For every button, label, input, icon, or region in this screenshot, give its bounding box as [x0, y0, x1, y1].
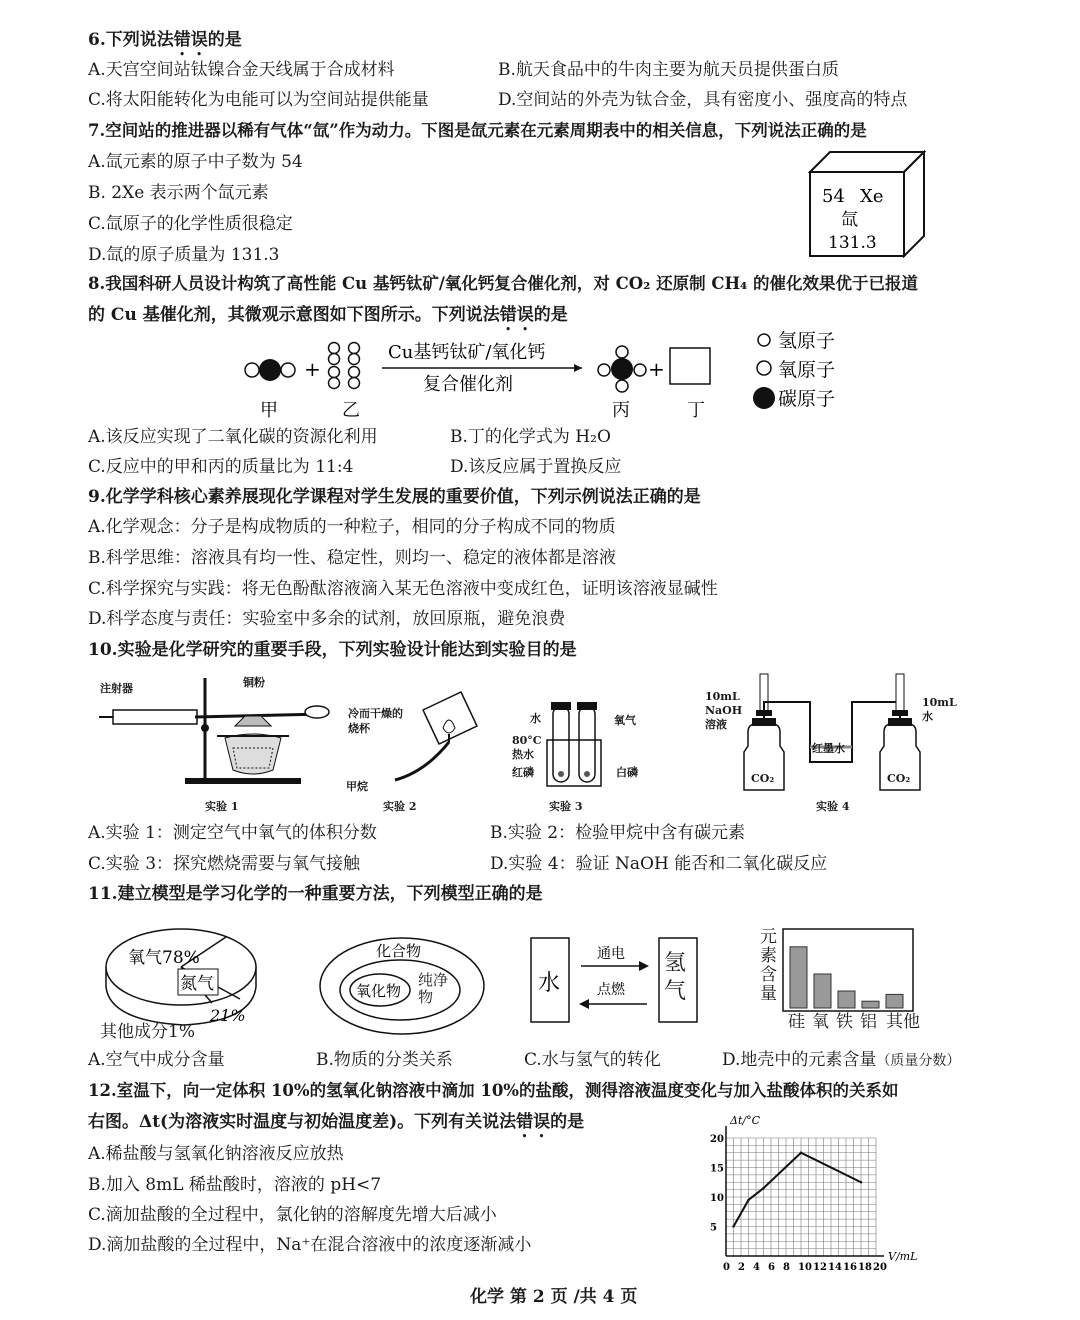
q12-stem-line2	[88, 1112, 584, 1142]
molecule-ding-box	[670, 348, 710, 384]
q9-option-c: C.科学探究与实践：将无色酚酞溶液滴入某无色溶液中变成红色，证明该溶液显碱性	[88, 579, 718, 599]
legend-oxygen: 氧原子	[778, 359, 836, 381]
label-red-ink: 红墨水	[812, 742, 845, 755]
label-beaker: 冷而干燥的 烧杯	[348, 707, 403, 735]
label-naoh: 10mL NaOH 溶液	[705, 690, 743, 731]
q12-option-a: A.稀盐酸与氢氧化钠溶液反应放热	[88, 1144, 344, 1164]
caption-exp4: 实验 4	[816, 800, 850, 813]
label-co2-left: CO₂	[751, 772, 775, 785]
y-tick-label: 20	[710, 1134, 724, 1145]
q8-stem-post: 的是	[533, 305, 568, 325]
conv-bottom-label: 点燃	[597, 982, 625, 998]
q8-option-d: D.该反应属于置换反应	[450, 457, 622, 477]
label-oxygen-exp3: 氧气	[614, 714, 636, 727]
q11-option-c: C.水与氢气的转化	[524, 1050, 661, 1070]
label-methane: 甲烷	[346, 780, 368, 793]
q8-option-a: A.该反应实现了二氧化碳的资源化利用	[88, 427, 378, 447]
conv-hydrogen: 氢 气	[664, 951, 687, 1004]
q12-option-d: D.滴加盐酸的全过程中，Na⁺在混合溶液中的浓度逐渐减小	[88, 1235, 532, 1255]
x-tick-label: 8	[783, 1262, 790, 1270]
x-tick-label: 12	[813, 1262, 827, 1270]
q10-option-c: C.实验 3：探究燃烧需要与氧气接触	[88, 854, 361, 874]
q7-stem: 7.空间站的推进器以稀有气体“氙”作为动力。下图是氙元素在元素周期表中的相关信息，下列说法正确的是	[88, 121, 867, 140]
q11-option-b: B.物质的分类关系	[316, 1050, 453, 1070]
x-tick-label: 4	[753, 1262, 760, 1270]
crust-element-bar-chart	[782, 928, 914, 1012]
temperature-change-chart	[700, 1110, 940, 1270]
label-ding: 丁	[687, 400, 705, 420]
label-syringe: 注射器	[100, 682, 133, 695]
legend-carbon: 碳原子	[778, 388, 836, 410]
q10-option-b: B.实验 2：检验甲烷中含有碳元素	[490, 823, 746, 843]
x-tick-label: 2	[738, 1262, 745, 1270]
q6-stem	[88, 30, 242, 60]
x-axis-label: V/mL	[888, 1250, 918, 1263]
label-water-10ml: 10mL 水	[922, 696, 957, 723]
x-tick-label: 20	[873, 1262, 887, 1270]
y-tick-label: 5	[710, 1222, 717, 1234]
bar-cat-other: 其他	[886, 1012, 920, 1032]
q12-stem-line1: 12.室温下，向一定体积 10%的氢氧化钠溶液中滴加 10%的盐酸，测得溶液温度变化与加入盐酸体积的关系如	[88, 1081, 899, 1100]
pie-nitrogen-pct: 21%	[210, 1006, 246, 1025]
x-tick-label: 0	[723, 1262, 730, 1270]
q6-stem-pre: 6.下列说法	[88, 30, 174, 50]
q7-option-c: C.氙原子的化学性质很稳定	[88, 214, 293, 234]
set-inner-label: 氧化物	[356, 982, 402, 1000]
x-tick-label: 16	[843, 1262, 857, 1270]
q6-option-b: B.航天食品中的牛肉主要为航天员提供蛋白质	[498, 60, 839, 80]
xenon-element-cube	[808, 150, 928, 258]
q7-option-a: A.氙元素的原子中子数为 54	[88, 152, 303, 172]
y-axis-label: Δt/°C	[730, 1114, 760, 1127]
page-footer: 化学 第 2 页 /共 4 页	[470, 1287, 638, 1307]
bar-cat-si: 硅	[788, 1012, 805, 1032]
q6-option-d: D.空间站的外壳为钛合金，具有密度小、强度高的特点	[498, 90, 908, 110]
set-middle-label: 纯净 物	[418, 971, 449, 1006]
q12-option-c: C.滴加盐酸的全过程中，氯化钠的溶解度先增大后减小	[88, 1205, 497, 1225]
plus-sign-2: +	[648, 357, 665, 381]
caption-exp2: 实验 2	[383, 800, 417, 813]
q7-option-b: B. 2Xe 表示两个氙元素	[88, 183, 269, 203]
label-hot-water: 80°C 热水	[512, 734, 542, 761]
q11-option-d-text: D.地壳中的元素含量	[722, 1050, 877, 1070]
q8-option-c: C.反应中的甲和丙的质量比为 11:4	[88, 457, 354, 477]
q9-option-a: A.化学观念：分子是构成物质的一种粒子，相同的分子构成不同的物质	[88, 517, 616, 537]
q12-stem-post: 的是	[550, 1112, 585, 1132]
q12-stem-pre: 右图。Δt(为溶液实时温度与初始温度差)。下列有关说法	[88, 1112, 517, 1132]
label-red-phosphorus: 红磷	[512, 766, 534, 779]
q6-option-c: C.将太阳能转化为电能可以为空间站提供能量	[88, 90, 429, 110]
temperature-point	[860, 1181, 862, 1183]
experiment-3-diagram	[545, 700, 605, 790]
element-symbol: Xe	[860, 186, 884, 207]
q7-option-d: D.氙的原子质量为 131.3	[88, 245, 280, 265]
bar-cat-fe: 铁	[836, 1012, 853, 1032]
label-copper: 铜粉	[243, 676, 265, 689]
molecule-bing-ch4	[598, 346, 646, 392]
y-tick-label: 10	[710, 1193, 724, 1204]
pie-oxygen-label: 氧气78%	[128, 948, 200, 968]
substance-classification-diagram	[316, 936, 488, 1046]
label-yi: 乙	[342, 400, 360, 420]
bar-0	[790, 947, 807, 1008]
q11-option-a: A.空气中成分含量	[88, 1050, 225, 1070]
bar-4	[886, 994, 903, 1008]
q9-option-d: D.科学态度与责任：实验室中多余的试剂，放回原瓶，避免浪费	[88, 609, 566, 629]
bar-3	[862, 1001, 879, 1008]
pie-other-label: 其他成分1%	[100, 1022, 195, 1042]
temperature-point	[747, 1199, 749, 1201]
molecule-jia-co2	[245, 359, 295, 381]
temperature-point	[732, 1225, 734, 1227]
plus-sign-1: +	[304, 357, 321, 381]
q10-option-d: D.实验 4：验证 NaOH 能否和二氧化碳反应	[490, 854, 828, 874]
molecule-yi-h2	[329, 343, 360, 389]
label-white-phosphorus: 白磷	[616, 766, 638, 779]
pie-nitrogen-label: 氮气	[180, 974, 214, 994]
set-outer-label: 化合物	[376, 942, 422, 960]
temperature-point	[800, 1152, 802, 1154]
bar-cat-o: 氧	[812, 1012, 829, 1032]
element-mass: 131.3	[828, 233, 877, 253]
q6-stem-post: 的是	[207, 30, 242, 50]
x-tick-label: 18	[858, 1262, 872, 1270]
q10-stem: 10.实验是化学研究的重要手段，下列实验设计能达到实验目的是	[88, 640, 577, 660]
q8-option-b: B.丁的化学式为 H₂O	[450, 427, 611, 447]
bar-2	[838, 991, 855, 1008]
q8-stem-emphasis: 错误	[499, 305, 534, 325]
q6-option-a: A.天宫空间站钛镍合金天线属于合成材料	[88, 60, 395, 80]
bar-ylabel: 元 素 含 量	[760, 927, 777, 1004]
label-jia: 甲	[260, 400, 278, 420]
element-number: 54	[822, 186, 845, 207]
conv-top-label: 通电	[597, 946, 625, 962]
legend-hydrogen: 氢原子	[778, 330, 836, 352]
bar-1	[814, 974, 831, 1008]
q10-option-a: A.实验 1：测定空气中氧气的体积分数	[88, 823, 377, 843]
q12-stem-emphasis: 错误	[516, 1112, 551, 1132]
x-tick-label: 14	[828, 1262, 842, 1270]
catalyst-top: Cu基钙钛矿/氧化钙	[388, 342, 546, 363]
q11-stem: 11.建立模型是学习化学的一种重要方法，下列模型正确的是	[88, 884, 543, 904]
q11-option-d-note: （质量分数）	[876, 1053, 961, 1069]
q12-option-b: B.加入 8mL 稀盐酸时，溶液的 pH<7	[88, 1175, 382, 1195]
x-tick-label: 6	[768, 1262, 775, 1270]
label-bing: 丙	[612, 400, 630, 420]
q8-reaction-diagram	[230, 328, 870, 420]
element-name: 氙	[841, 210, 858, 230]
caption-exp1: 实验 1	[205, 800, 239, 813]
catalyst-bottom: 复合催化剂	[423, 374, 513, 395]
caption-exp3: 实验 3	[549, 800, 583, 813]
q9-stem: 9.化学学科核心素养展现化学课程对学生发展的重要价值，下列示例说法正确的是	[88, 487, 701, 507]
q9-option-b: B.科学思维：溶液具有均一性、稳定性，则均一、稳定的液体都是溶液	[88, 548, 616, 568]
y-tick-label: 15	[710, 1163, 724, 1175]
q11-option-d	[722, 1050, 960, 1071]
temperature-point	[762, 1187, 764, 1189]
x-tick-label: 10	[798, 1262, 812, 1270]
q6-stem-emphasis: 错误	[173, 30, 208, 50]
q8-stem-line1: 8.我国科研人员设计构筑了高性能 Cu 基钙钛矿/氧化钙复合催化剂，对 CO₂ 还原制 CH₄ 的催化效果优于已报道	[88, 274, 919, 293]
label-water-exp3: 水	[530, 712, 541, 725]
bar-cat-al: 铝	[860, 1012, 877, 1032]
label-co2-right: CO₂	[887, 772, 911, 785]
q8-stem-pre: 的 Cu 基催化剂，其微观示意图如下图所示。下列说法	[88, 305, 500, 325]
conv-water: 水	[538, 971, 561, 996]
